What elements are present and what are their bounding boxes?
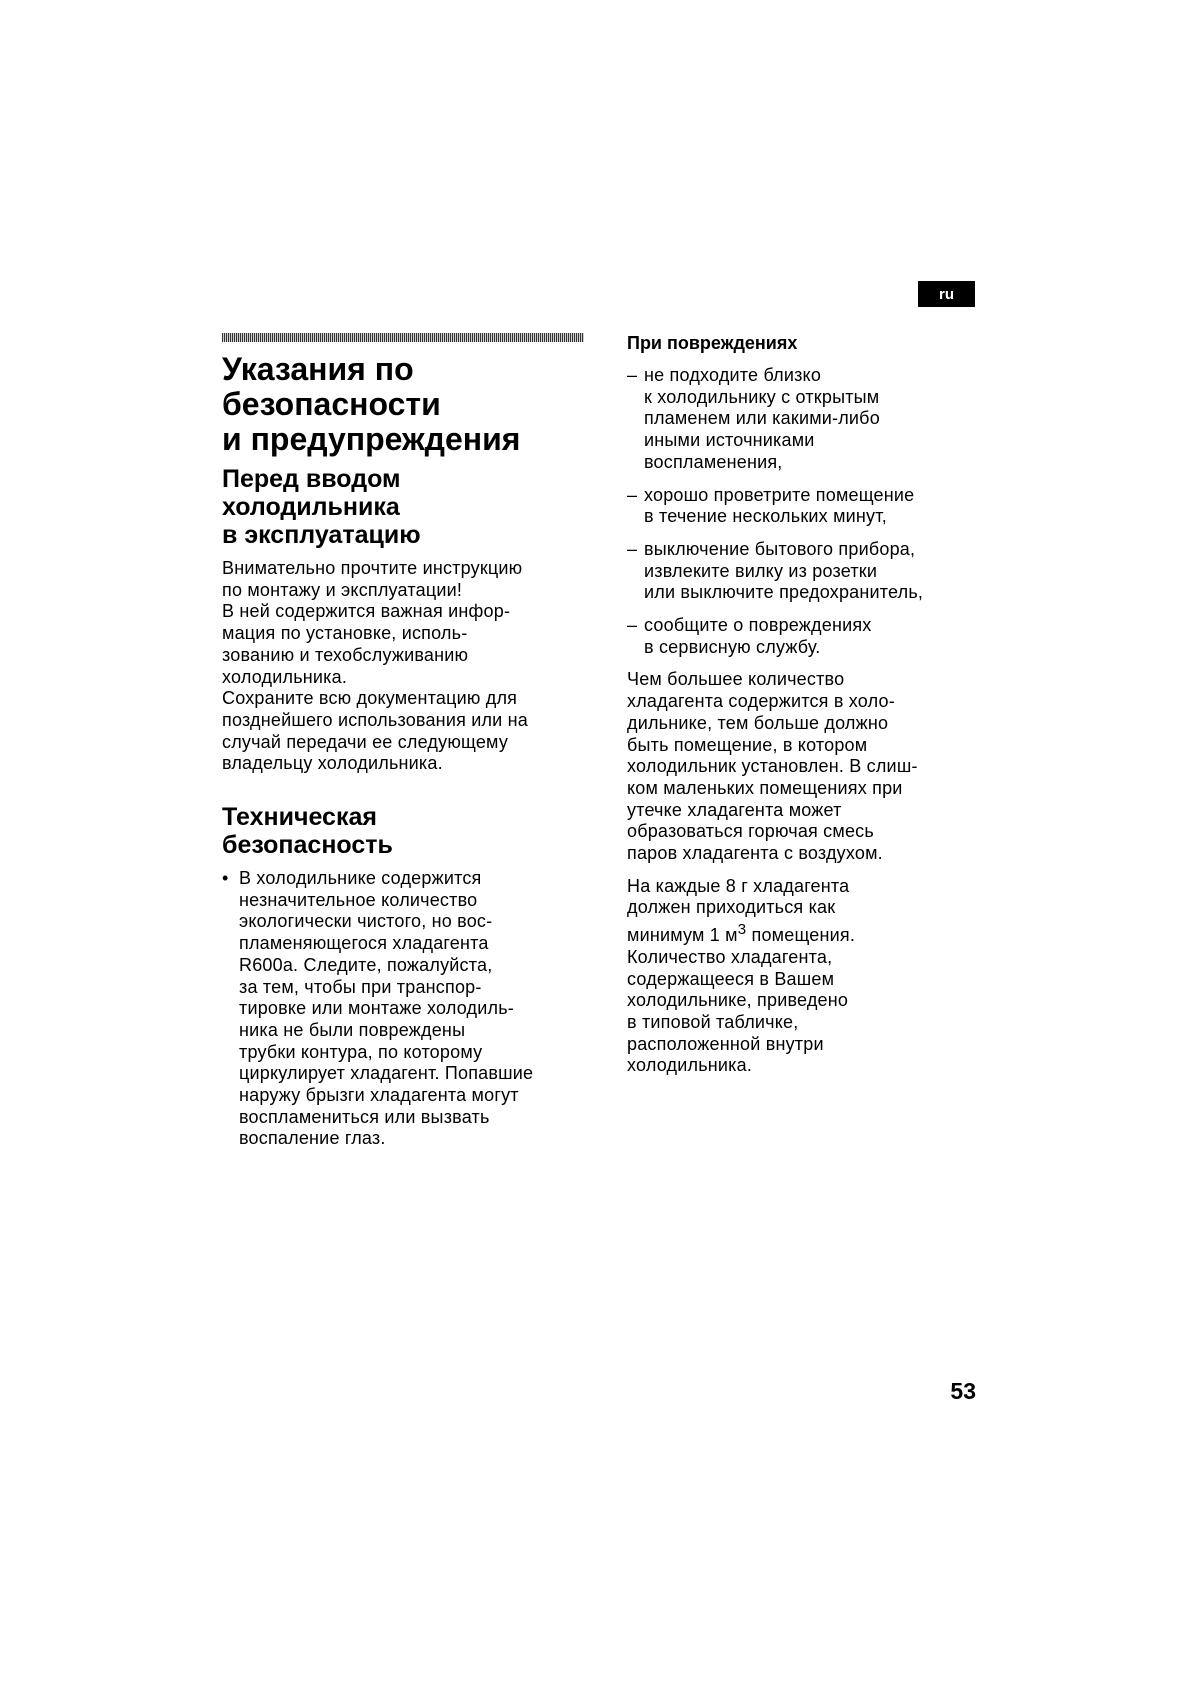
- section-rule: [222, 333, 584, 342]
- paragraph-text: помещения. Количество хладагента, содержащееся в Вашем холодильнике, приведено в типовой табличке, расположенной внутри холодильника.: [627, 925, 856, 1076]
- dash-item: [627, 615, 979, 658]
- section-heading-damage: При повреждениях: [627, 333, 798, 353]
- page-number: 53: [950, 1378, 976, 1404]
- dash-item-text: не подходите близко к холодильнику с открытым пламенем или какими-либо иными источниками воспламенения,: [644, 365, 880, 472]
- bullet-text: В холодильнике содержится незначительное количество экологически чистого, но вос- пламеняющегося хладагента R600a. Следите, пожалуйста, за тем, чтобы при транспор- тировке или монтаже холодиль- ника не были повреждены трубки контура, по которому циркулирует хладагент. Попавшие наружу брызги хладагента могут воспламениться или вызвать воспаление глаз.: [239, 868, 534, 1149]
- paragraph-refrigerant-amount: [627, 876, 979, 1077]
- paragraph-room-size: Чем большее количество хладагента содержится в холо- дильнике, тем больше должно быть помещение, в котором холодильник установлен. В слиш- ком маленьких помещениях при утечке хладагента может образоваться горючая смесь паров хладагента с воздухом.: [627, 669, 918, 864]
- dash-mark: –: [627, 538, 638, 559]
- page-title: Указания по безопасности и предупреждения: [222, 351, 521, 457]
- dash-mark: –: [627, 365, 638, 385]
- section-heading-technical-safety: Техническая безопасность: [222, 803, 393, 860]
- language-badge: ru: [918, 281, 975, 307]
- superscript: 3: [737, 921, 747, 939]
- dash-item-text: сообщите о повреждениях в сервисную службу.: [644, 615, 872, 657]
- dash-mark: –: [627, 615, 638, 636]
- paragraph-text: На каждые 8 г хладагента должен приходиться как минимум 1 м: [627, 875, 850, 946]
- section-heading-before-use: Перед вводом холодильника в эксплуатацию: [222, 465, 421, 549]
- dash-item-text: выключение бытового прибора, извлеките вилку из розетки или выключите предохранитель,: [644, 538, 924, 603]
- dash-item-text: хорошо проветрите помещение в течение нескольких минут,: [644, 484, 915, 527]
- dash-item: [627, 539, 979, 604]
- bullet-item: [222, 868, 592, 1150]
- bullet-mark: •: [222, 868, 229, 889]
- right-column: [627, 332, 979, 1088]
- dash-mark: –: [627, 484, 638, 505]
- dash-item: [627, 485, 979, 528]
- dash-item: [627, 365, 979, 474]
- left-column: [222, 352, 592, 1161]
- section-text-before-use: Внимательно прочтите инструкцию по монтажу и эксплуатации! В ней содержится важная инфор- мация по установке, исполь- зованию и техобслуживанию холодильника. Сохраните всю документацию для позднейшего использования или на случай передачи ее следующему владельцу холодильника.: [222, 558, 528, 774]
